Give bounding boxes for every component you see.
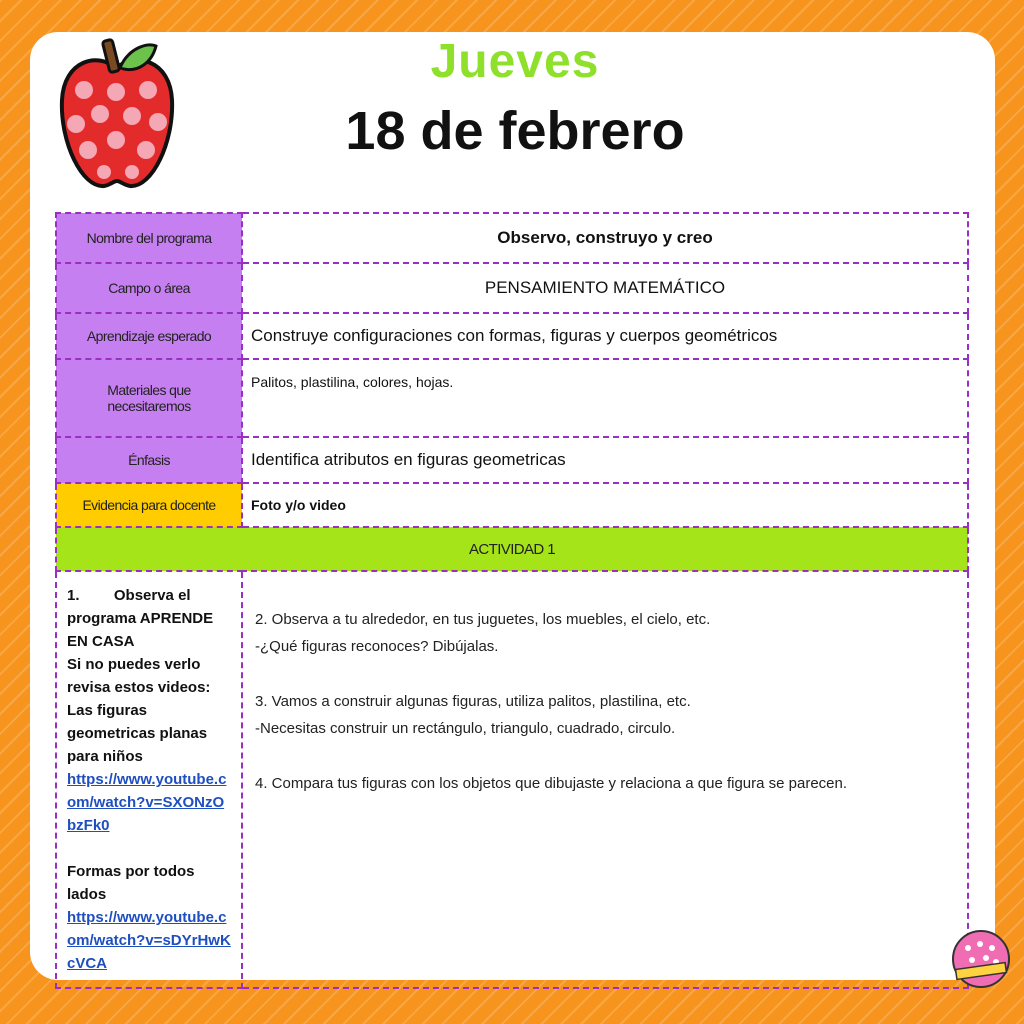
video-2-title: Formas por todos lados <box>67 863 195 903</box>
step-1-number: 1. <box>67 587 80 604</box>
row-label: Nombre del programa <box>56 213 242 263</box>
video-1-link[interactable]: https://www.youtube.com/watch?v=SXONzObzFk0 <box>67 771 227 834</box>
row-label: Aprendizaje esperado <box>56 313 242 359</box>
program-table <box>55 212 969 989</box>
logo-badge-icon <box>950 928 1012 990</box>
row-label-line: Materiales que <box>107 382 191 398</box>
day-title: Jueves <box>430 35 600 88</box>
step-2: 2. Observa a tu alrededor, en tus juguetes, los muebles, el cielo, etc. <box>255 611 711 628</box>
row-label: Campo o área <box>56 263 242 313</box>
row-label: Evidencia para docente <box>56 483 242 527</box>
row-label <box>56 359 242 437</box>
video-1-title: Las figuras geometricas planas para niños <box>67 702 208 765</box>
table-row <box>56 527 968 571</box>
activity-header: ACTIVIDAD 1 <box>56 527 968 571</box>
video-2-link[interactable]: https://www.youtube.com/watch?v=sDYrHwKcVCA <box>67 909 231 972</box>
materials: Palitos, plastilina, colores, hojas. <box>242 359 968 437</box>
step-3-detail: -Necesitas construir un rectángulo, triangulo, cuadrado, circulo. <box>255 720 676 737</box>
row-label: Énfasis <box>56 437 242 483</box>
activity-left-cell <box>56 571 242 988</box>
table-row <box>56 483 968 527</box>
table-row <box>56 213 968 263</box>
field-area: PENSAMIENTO MATEMÁTICO <box>242 263 968 313</box>
activity-row <box>56 571 968 988</box>
step-1 <box>67 584 231 653</box>
table-row <box>56 263 968 313</box>
expected-learning: Construye configuraciones con formas, figuras y cuerpos geométricos <box>242 313 968 359</box>
table-row <box>56 359 968 437</box>
activity-right-cell <box>242 571 968 988</box>
step-3: 3. Vamos a construir algunas figuras, utiliza palitos, plastilina, etc. <box>255 693 691 710</box>
video-intro: Si no puedes verlo revisa estos videos: <box>67 656 211 696</box>
teacher-evidence: Foto y/o video <box>242 483 968 527</box>
step-4: 4. Compara tus figuras con los objetos que dibujaste y relaciona a que figura se parecen. <box>255 775 848 792</box>
emphasis: Identifica atributos en figuras geometricas <box>242 437 968 483</box>
step-2-question: -¿Qué figuras reconoces? Dibújalas. <box>255 638 499 655</box>
row-label-line: necesitaremos <box>107 398 191 414</box>
table-row <box>56 313 968 359</box>
program-name: Observo, construyo y creo <box>242 213 968 263</box>
apple-icon <box>58 38 176 190</box>
step-1-text: Observa el programa APRENDE EN CASA <box>67 587 214 650</box>
date-title: 18 de febrero <box>345 101 685 161</box>
table-row <box>56 437 968 483</box>
